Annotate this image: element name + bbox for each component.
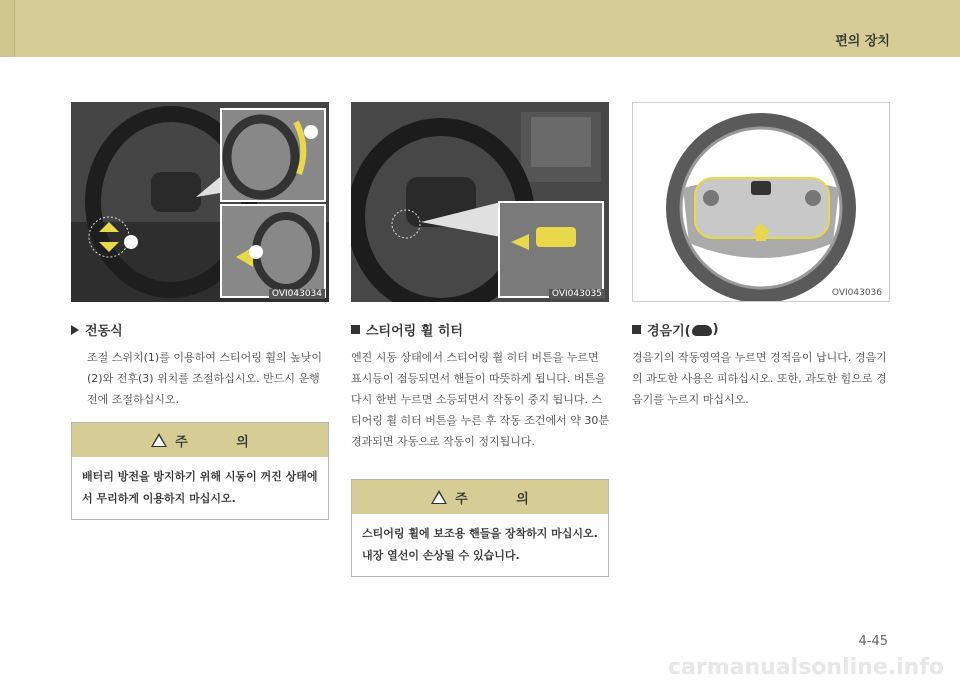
warning-triangle-icon [151, 433, 167, 447]
warning-triangle-icon [431, 490, 447, 504]
heading-text-close: ) [712, 322, 719, 337]
figure-horn [632, 102, 890, 302]
steering-adjust-illustration [71, 102, 329, 302]
section-heading [351, 320, 609, 339]
square-bullet-icon [632, 325, 641, 334]
section-heading [71, 320, 329, 339]
heater-illustration [351, 102, 609, 302]
section-horn [632, 320, 890, 410]
section-steering-heater [351, 320, 609, 452]
caution-body: 스티어링 휠에 보조용 핸들을 장착하지 마십시오. 내장 열선이 손상될 수 있습니다. [352, 514, 608, 576]
caution-header [352, 480, 608, 514]
header-tab [14, 0, 960, 57]
section-body: 조절 스위치(1)를 이용하여 스티어링 휠의 높낮이(2)와 전후(3) 위치를 조절하십시오. 반드시 운행 전에 조절하십시오. [87, 351, 322, 406]
horn-icon [692, 325, 712, 336]
caution-header [72, 423, 328, 457]
triangle-bullet-icon [71, 325, 79, 335]
section-body: 경음기의 작동영역을 누르면 경적음이 납니다. 경음기의 과도한 사용은 피하십시오. 또한, 과도한 힘으로 경음기를 누르지 마십시오. [632, 351, 887, 406]
square-bullet-icon [351, 325, 360, 334]
heading-text: 스티어링 휠 히터 [366, 324, 463, 339]
heading-text: 전동식 [85, 324, 123, 339]
caution-box-heater [351, 479, 609, 577]
section-heading [632, 320, 890, 339]
heading-text: 경음기( [647, 324, 691, 339]
page-header-title: 편의 장치 [835, 34, 890, 49]
watermark: carmanualsonline.info [668, 655, 944, 680]
figure-code: OVI043034 [269, 289, 325, 299]
caution-title: 주 의 [175, 434, 271, 450]
figure-power-steering [71, 102, 329, 302]
page-number: 4-45 [858, 634, 888, 649]
section-power-steering [71, 320, 329, 410]
caution-title: 주 의 [455, 491, 551, 507]
figure-steering-heater [351, 102, 609, 302]
caution-box-battery [71, 422, 329, 520]
figure-code: OVI043035 [549, 289, 605, 299]
figure-code: OVI043036 [831, 288, 882, 298]
horn-illustration [633, 103, 890, 302]
section-body: 엔진 시동 상태에서 스티어링 휠 히터 버튼을 누르면 표시등이 점등되면서 핸들이 따뜻하게 됩니다. 버튼을 다시 한번 누르면 소등되면서 작동이 중지 됩니다. 스티어링 휠 히터 버튼을 누른 후 작동 조건에서 약 30분 경과되면 자동으로 작동이 정지됩니다. [351, 351, 609, 448]
caution-body: 배터리 방전을 방지하기 위해 시동이 꺼진 상태에서 무리하게 이용하지 마십시오. [72, 457, 328, 519]
